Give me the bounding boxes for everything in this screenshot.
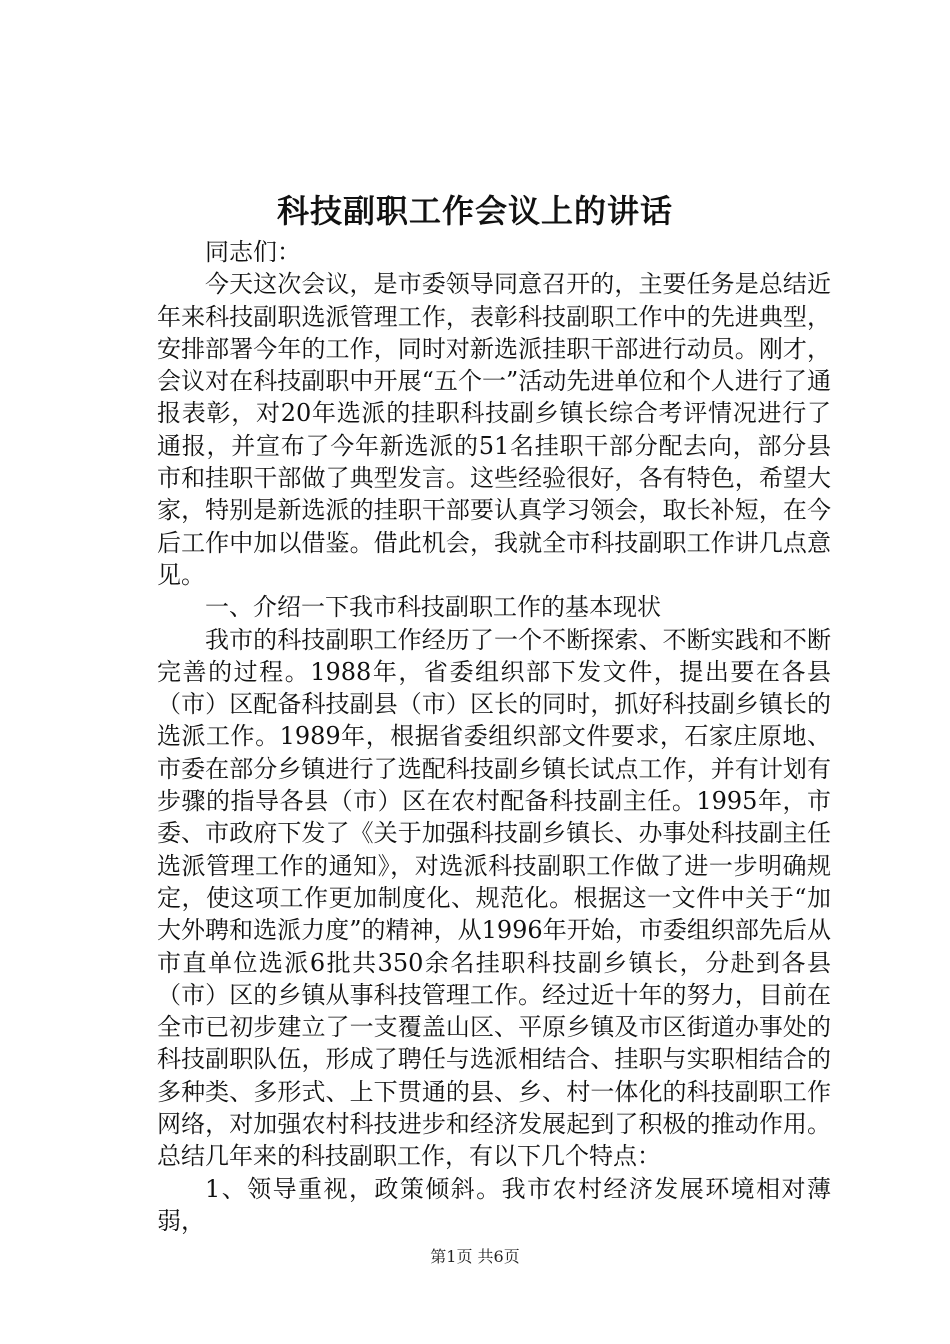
document-body [157, 236, 831, 1237]
salutation: 同志们： [205, 238, 301, 266]
paragraph-intro: 今天这次会议，是市委领导同意召开的，主要任务是总结近年来科技副职选派管理工作，表彰科技副职工作中的先进典型，安排部署今年的工作，同时对新选派挂职干部进行动员。刚才，会议对在科技副职中开展“五个一”活动先进单位和个人进行了通报表彰，对20年选派的挂职科技副乡镇长综合考评情况进行了通报，并宣布了今年新选派的51名挂职干部分配去向，部分县市和挂职干部做了典型发言。这些经验很好，各有特色，希望大家，特别是新选派的挂职干部要认真学习领会，取长补短，在今后工作中加以借鉴。借此机会，我就全市科技副职工作讲几点意见。 [157, 270, 831, 589]
paragraph-point-1: 1、领导重视，政策倾斜。我市农村经济发展环境相对薄弱， [157, 1174, 831, 1235]
section-heading-1: 一、介绍一下我市科技副职工作的基本现状 [205, 593, 661, 622]
document-title: 科技副职工作会议上的讲话 [276, 192, 673, 230]
page-number-footer: 第1页 共6页 [430, 1247, 520, 1266]
paragraph-history: 我市的科技副职工作经历了一个不断探索、不断实践和不断完善的过程。1988年，省委组织部下发文件，提出要在各县（市）区配备科技副县（市）区长的同时，抓好科技副乡镇长的选派工作。1989年，根据省委组织部文件要求，石家庄原地、市委在部分乡镇进行了选配科技副乡镇长试点工作，并有计划有步骤的指导各县（市）区在农村配备科技副主任。1995年，市委、市政府下发了《关于加强科技副乡镇长、办事处科技副主任选派管理工作的通知》，对选派科技副职工作做了进一步明确规定，使这项工作更加制度化、规范化。根据这一文件中关于“加大外聘和选派力度”的精神，从1996年开始，市委组织部先后从市直单位选派6批共350余名挂职科技副乡镇长，分赴到各县（市）区的乡镇从事科技管理工作。经过近十年的努力，目前在全市已初步建立了一支覆盖山区、平原乡镇及市区街道办事处的科技副职队伍，形成了聘任与选派相结合、挂职与实职相结合的多种类、多形式、上下贯通的县、乡、村一体化的科技副职工作网络，对加强农村科技进步和经济发展起到了积极的推动作用。总结几年来的科技副职工作，有以下几个特点： [157, 625, 831, 1171]
